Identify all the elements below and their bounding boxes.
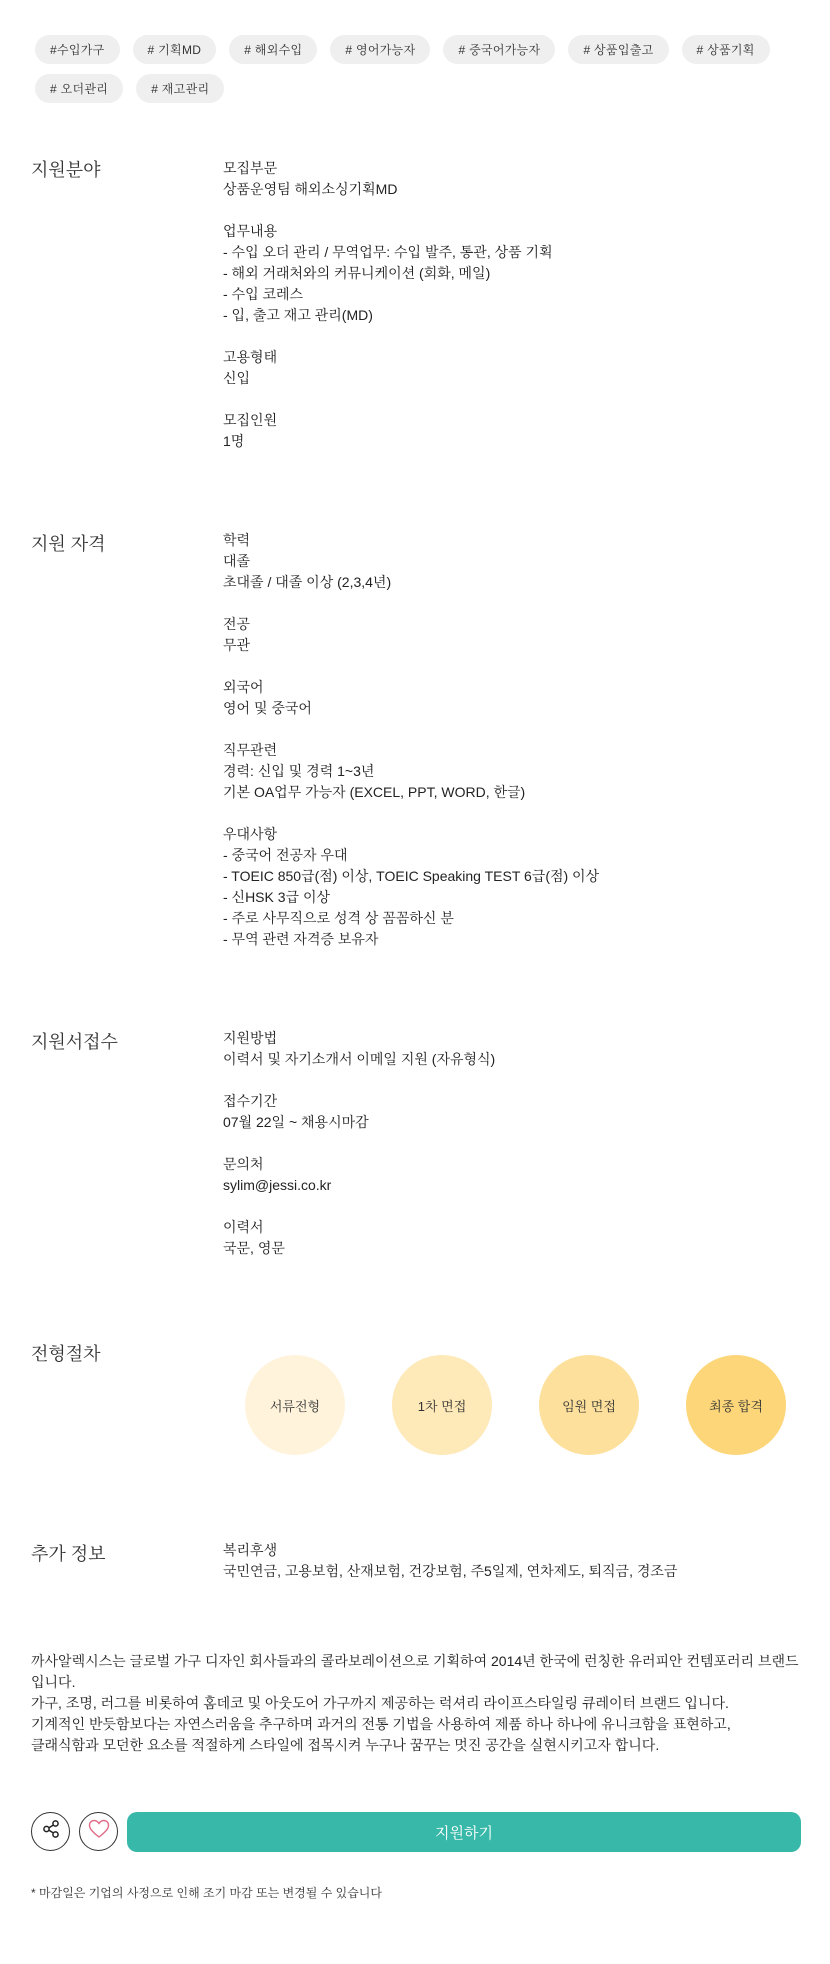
info-value: - TOEIC 850급(점) 이상, TOEIC Speaking TEST 6급(점) 이상	[223, 868, 600, 884]
info-label: 우대사항	[223, 826, 278, 842]
info-value: - 수입 오더 관리 / 무역업무: 수입 발주, 통관, 상품 기획	[223, 244, 553, 260]
info-group	[223, 824, 793, 950]
description-line: 가구, 조명, 러그를 비롯하여 홈데코 및 아웃도어 가구까지 제공하는 럭셔리 라이프스타일링 큐레이터 브랜드 입니다.	[31, 1695, 729, 1711]
info-group	[223, 1217, 793, 1259]
info-group	[223, 1091, 793, 1133]
section-body	[223, 530, 793, 971]
tag-chip[interactable]: # 상품기획	[682, 35, 770, 64]
tag-chip[interactable]: # 기획MD	[133, 35, 217, 64]
process-step	[686, 1355, 786, 1455]
description-line: 기계적인 반듯함보다는 자연스러움을 추구하며 과거의 전통 기법을 사용하여 제품 하나 하나에 유니크함을 표현하고,	[31, 1716, 731, 1732]
deadline-notice: * 마감일은 기업의 사정으로 인해 조기 마감 또는 변경될 수 있습니다	[31, 1886, 382, 1900]
info-group	[223, 347, 793, 389]
info-group	[223, 221, 793, 326]
process-step	[245, 1355, 345, 1455]
tag-chip[interactable]: #수입가구	[35, 35, 120, 64]
info-group	[223, 677, 793, 719]
section-title: 지원 자격	[31, 534, 106, 554]
tag-chip[interactable]: # 오더관리	[35, 74, 123, 103]
info-value: 신입	[223, 370, 251, 386]
info-value: - 해외 거래처와의 커뮤니케이션 (회화, 메일)	[223, 265, 491, 281]
info-value: 경력: 신입 및 경력 1~3년	[223, 763, 375, 779]
info-value: 07월 22일 ~ 채용시마감	[223, 1114, 369, 1130]
info-label: 직무관련	[223, 742, 278, 758]
process-step	[539, 1355, 639, 1455]
info-value: - 무역 관련 자격증 보유자	[223, 931, 379, 947]
tag-list	[35, 35, 795, 103]
info-label: 모집인원	[223, 412, 278, 428]
info-group	[223, 530, 793, 593]
info-value: 무관	[223, 637, 251, 653]
info-label: 문의처	[223, 1156, 264, 1172]
info-label: 학력	[223, 532, 251, 548]
step-label: 최종 합격	[709, 1398, 763, 1414]
info-group	[223, 410, 793, 452]
info-value: - 입, 출고 재고 관리(MD)	[223, 307, 373, 323]
section-title: 지원서접수	[31, 1032, 118, 1052]
info-group	[223, 158, 793, 200]
process-steps	[245, 1355, 795, 1455]
info-label: 전공	[223, 616, 251, 632]
heart-icon	[88, 1819, 110, 1844]
info-value: - 수입 코레스	[223, 286, 304, 302]
tag-chip[interactable]: # 영어가능자	[330, 35, 430, 64]
info-label: 모집부문	[223, 160, 278, 176]
info-label: 지원방법	[223, 1030, 278, 1046]
apply-button[interactable]: 지원하기	[127, 1812, 801, 1852]
section-body	[223, 1540, 793, 1603]
info-group	[223, 1154, 793, 1196]
info-label: 이력서	[223, 1219, 264, 1235]
tag-chip[interactable]: # 상품입출고	[568, 35, 668, 64]
step-label: 서류전형	[269, 1398, 321, 1414]
contact-email[interactable]: sylim@jessi.co.kr	[223, 1177, 332, 1193]
info-value: - 신HSK 3급 이상	[223, 889, 330, 905]
info-value: 1명	[223, 433, 245, 449]
section-title: 전형절차	[31, 1344, 101, 1364]
info-group	[223, 614, 793, 656]
info-value: 국민연금, 고용보험, 산재보험, 건강보험, 주5일제, 연차제도, 퇴직금, 경조금	[223, 1563, 678, 1579]
like-button[interactable]	[79, 1812, 118, 1851]
info-label: 복리후생	[223, 1542, 278, 1558]
info-value: 이력서 및 자기소개서 이메일 지원 (자유형식)	[223, 1051, 496, 1067]
info-label: 외국어	[223, 679, 264, 695]
info-label: 업무내용	[223, 223, 278, 239]
tag-chip[interactable]: # 중국어가능자	[443, 35, 555, 64]
info-label: 접수기간	[223, 1093, 278, 1109]
info-value: 기본 OA업무 가능자 (EXCEL, PPT, WORD, 한글)	[223, 784, 526, 800]
tag-chip[interactable]: # 해외수입	[229, 35, 317, 64]
section-body	[223, 1028, 793, 1280]
info-label: 고용형태	[223, 349, 278, 365]
info-group	[223, 1540, 793, 1582]
share-button[interactable]	[31, 1812, 70, 1851]
tag-chip[interactable]: # 재고관리	[136, 74, 224, 103]
info-value: 초대졸 / 대졸 이상 (2,3,4년)	[223, 574, 392, 590]
info-value: - 주로 사무직으로 성격 상 꼼꼼하신 분	[223, 910, 454, 926]
info-value: 영어 및 중국어	[223, 700, 312, 716]
section-title: 추가 정보	[31, 1544, 106, 1564]
info-value: - 중국어 전공자 우대	[223, 847, 348, 863]
info-value: 상품운영팀 해외소싱기획MD	[223, 181, 398, 197]
step-label: 1차 면접	[417, 1398, 467, 1414]
step-label: 임원 면접	[562, 1398, 616, 1414]
action-bar	[31, 1812, 801, 1852]
info-group	[223, 740, 793, 803]
share-icon	[40, 1818, 62, 1845]
info-value: 국문, 영문	[223, 1240, 285, 1256]
description-line: 까사알렉시스는 글로벌 가구 디자인 회사들과의 콜라보레이션으로 기획하여 2014년 한국에 런칭한 유러피안 컨템포러리 브랜드 입니다.	[31, 1653, 799, 1690]
section-body	[223, 158, 793, 473]
info-group	[223, 1028, 793, 1070]
process-step	[392, 1355, 492, 1455]
description-line: 클래식함과 모던한 요소를 적절하게 스타일에 접목시켜 누구나 꿈꾸는 멋진 공간을 실현시키고자 합니다.	[31, 1737, 660, 1753]
section-process	[31, 1340, 801, 1445]
info-value: 대졸	[223, 553, 251, 569]
company-description	[31, 1651, 801, 1756]
section-title: 지원분야	[31, 160, 101, 180]
